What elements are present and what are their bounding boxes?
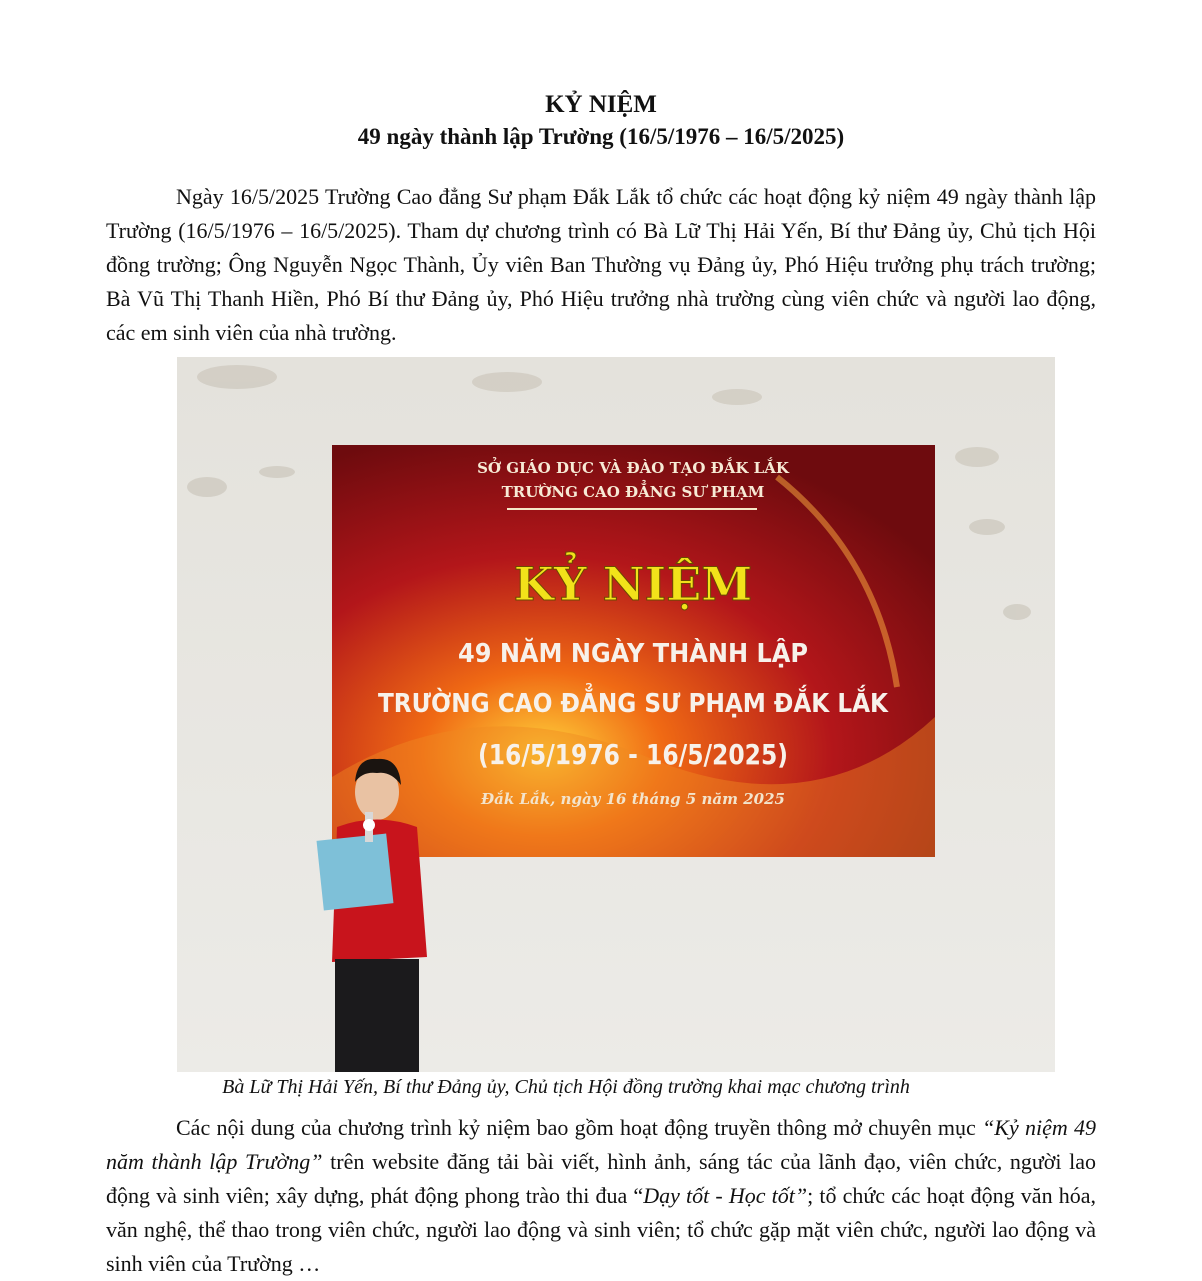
banner-line4: TRƯỜNG CAO ĐẲNG SƯ PHẠM ĐẮK LẮK xyxy=(378,689,951,719)
banner xyxy=(332,445,951,857)
event-photo xyxy=(177,357,1055,1072)
paragraph2-text-2: trên website đăng tải bài viết, hình ảnh, sáng tác của lãnh đạo, viên chức, người lao động và sinh viên; xây dựng, phát động phong trào thi đua “ xyxy=(106,1149,1097,1208)
banner-date: Đắk Lắk, ngày 16 tháng 5 năm 2025 xyxy=(481,790,785,808)
document-subtitle: 49 ngày thành lập Trường (16/5/1976 – 16/5/2025) xyxy=(357,124,845,149)
held-booklet xyxy=(317,834,394,911)
banner-line5: (16/5/1976 - 16/5/2025) xyxy=(478,738,788,771)
banner-line3: 49 NĂM NGÀY THÀNH LẬP xyxy=(458,639,837,669)
paragraph2-text-3: ; tổ chức các hoạt động văn hóa, văn nghệ, thể thao trong viên chức, người lao động và sinh viên; tổ chức gặp mặt viên chức, người lao động và sinh viên của Trường … xyxy=(106,1183,1096,1276)
intro-paragraph: Ngày 16/5/2025 Trường Cao đẳng Sư phạm Đắk Lắk tổ chức các hoạt động kỷ niệm 49 ngày thành lập Trường (16/5/1976 – 16/5/2025). Tham dự chương trình có Bà Lữ Thị Hải Yến, Bí thư Đảng ủy, Chủ tịch Hội đồng trường; Ông Nguyễn Ngọc Thành, Ủy viên Ban Thường vụ Đảng ủy, Phó Hiệu trưởng phụ trách trường; Bà Vũ Thị Thanh Hiền, Phó Bí thư Đảng ủy, Phó Hiệu trưởng nhà trường cùng viên chức và người lao động, các em sinh viên của nhà trường. xyxy=(106,184,1096,345)
banner-line2: TRƯỜNG CAO ĐẲNG SƯ PHẠM xyxy=(501,483,765,501)
banner-heading: KỶ NIỆM xyxy=(513,557,753,611)
paragraph2-italic-1: “Kỷ niệm 49 năm thành lập Trường” xyxy=(106,1115,1096,1174)
photo-caption: Bà Lữ Thị Hải Yến, Bí thư Đảng ủy, Chủ tịch Hội đồng trường khai mạc chương trình xyxy=(222,1076,910,1098)
paragraph2-text-1: Các nội dung của chương trình kỷ niệm bao gồm hoạt động truyền thông mở chuyên mục xyxy=(176,1115,983,1140)
document-title: KỶ NIỆM xyxy=(545,91,657,118)
content-paragraph xyxy=(106,1111,1096,1281)
paragraph2-italic-2: Dạy tốt - Học tốt” xyxy=(643,1183,808,1208)
banner-line1: SỞ GIÁO DỤC VÀ ĐÀO TẠO ĐẮK LẮK xyxy=(477,459,789,477)
